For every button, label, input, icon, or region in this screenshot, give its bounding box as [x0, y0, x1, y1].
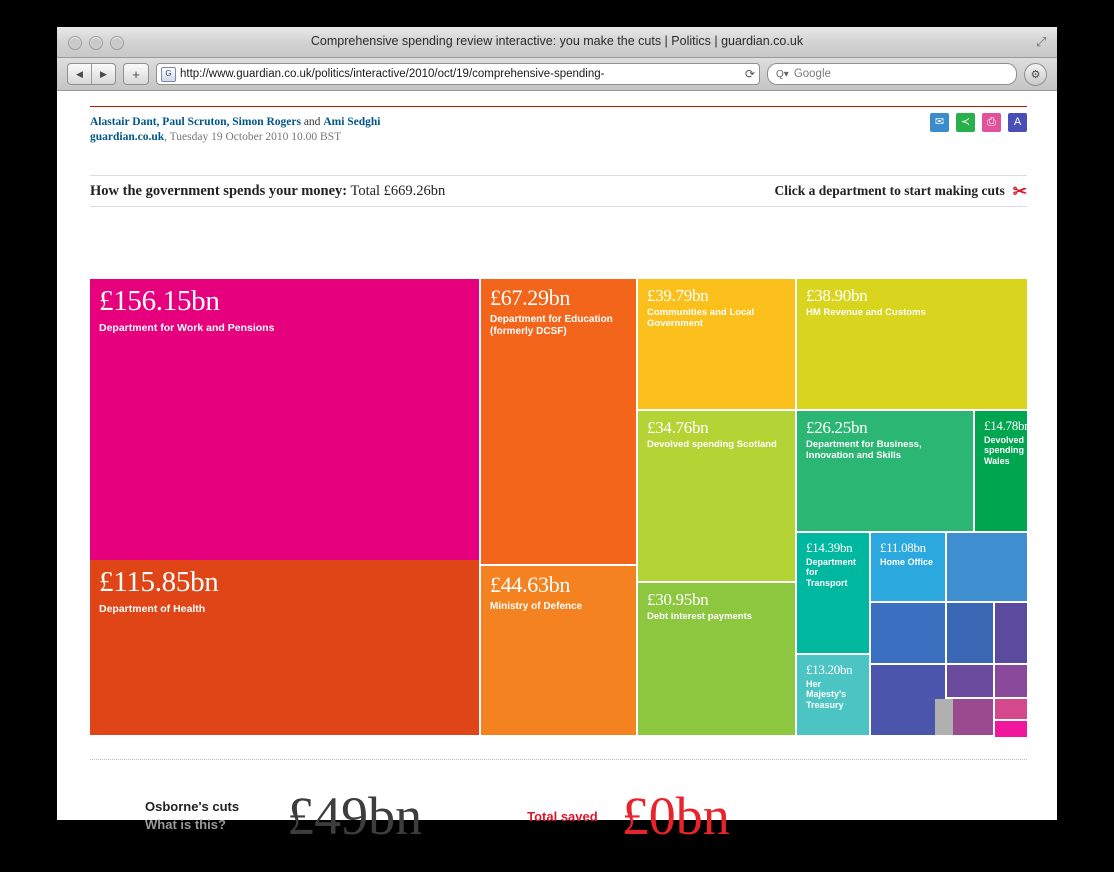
- treemap-cell-amount: £13.20bn: [806, 662, 853, 677]
- byline-last-author[interactable]: Ami Sedghi: [323, 116, 381, 128]
- treemap-cell-label: Department of Health: [99, 603, 206, 615]
- browser-window: [57, 27, 1057, 846]
- treemap-cell-amount: £11.08bn: [880, 540, 926, 555]
- treemap-cell-amount: £39.79bn: [647, 286, 709, 305]
- treemap-cell-label: HM Revenue and Customs: [806, 307, 926, 318]
- chart-cta-label: Click a department to start making cuts: [774, 183, 1005, 198]
- chart-footer: [90, 759, 1027, 872]
- search-input[interactable]: [767, 63, 1017, 85]
- treemap-cell[interactable]: [871, 665, 945, 735]
- treemap-cell[interactable]: [995, 665, 1027, 697]
- back-icon[interactable]: ◀: [76, 68, 83, 79]
- osborne-cuts-title: Osborne's cuts: [145, 799, 240, 815]
- chart-header: [90, 175, 1027, 207]
- treemap-cell[interactable]: [638, 583, 795, 735]
- treemap-cell-label: Her Majesty's Treasury: [806, 679, 847, 710]
- treemap-cell[interactable]: [995, 721, 1027, 737]
- new-tab-button[interactable]: +: [123, 63, 149, 85]
- treemap-cell-label: Department for Work and Pensions: [99, 322, 275, 334]
- scissors-icon: ✂: [1012, 181, 1027, 201]
- gear-icon[interactable]: ⚙: [1024, 63, 1047, 86]
- treemap-cell-label: Devolved spending Scotland: [647, 439, 777, 450]
- treemap-chart[interactable]: [90, 279, 1031, 735]
- treemap-cell[interactable]: [935, 699, 953, 735]
- osborne-cuts-value: £49bn: [287, 786, 423, 846]
- chart-title: [90, 183, 445, 200]
- treemap-cell[interactable]: [975, 411, 1031, 531]
- nav-buttons[interactable]: [67, 63, 116, 85]
- email-icon[interactable]: ✉: [930, 113, 949, 132]
- forward-icon[interactable]: ▶: [91, 64, 115, 84]
- byline-date: , Tuesday 19 October 2010 10.00 BST: [164, 131, 342, 143]
- treemap-cell[interactable]: [797, 279, 1027, 409]
- treemap-cell[interactable]: [995, 699, 1027, 719]
- browser-titlebar: [57, 27, 1057, 58]
- treemap-cell-label: Department for Education (formerly DCSF): [490, 314, 613, 337]
- page-content: [57, 91, 1057, 846]
- address-bar-url: http://www.guardian.co.uk/politics/interactive/2010/oct/19/comprehensive-spending-: [180, 68, 605, 80]
- byline-publication[interactable]: guardian.co.uk: [90, 131, 165, 143]
- resize-icon[interactable]: ⤢: [1036, 34, 1047, 49]
- treemap-cell-label: Department for Transport: [806, 557, 857, 588]
- treemap-cell[interactable]: [481, 279, 636, 564]
- share-icon[interactable]: ≺: [956, 113, 975, 132]
- treemap-cell[interactable]: [797, 655, 869, 735]
- treemap-cell-amount: £38.90bn: [806, 286, 868, 305]
- treemap-cell[interactable]: [638, 279, 795, 409]
- treemap-cell[interactable]: [995, 603, 1027, 663]
- treemap-cell[interactable]: [947, 533, 1027, 601]
- treemap-cell-amount: £156.15bn: [99, 285, 220, 317]
- browser-toolbar: [57, 58, 1057, 91]
- treemap-cell[interactable]: [871, 603, 945, 663]
- treemap-cell-amount: £115.85bn: [99, 566, 219, 598]
- chart-title-bold: How the government spends your money:: [90, 182, 348, 199]
- treemap-cell-label: Ministry of Defence: [490, 601, 583, 612]
- treemap-cell[interactable]: [797, 411, 973, 531]
- search-icon: Q▾: [776, 68, 789, 80]
- treemap-cell[interactable]: [871, 533, 945, 601]
- treemap-cell-label: Communities and Local Government: [647, 307, 755, 329]
- reload-icon[interactable]: ⟳: [744, 67, 755, 81]
- treemap-cell-amount: £26.25bn: [806, 418, 868, 437]
- chart-title-total: Total £669.26bn: [347, 182, 446, 199]
- treemap-cell[interactable]: [90, 279, 479, 560]
- treemap-cell[interactable]: [90, 560, 479, 735]
- treemap-cell-amount: £14.39bn: [806, 540, 853, 555]
- treemap-cell-amount: £30.95bn: [647, 590, 709, 609]
- treemap-cell-amount: £44.63bn: [490, 572, 571, 597]
- treemap-cell-label: Debt interest payments: [647, 611, 753, 622]
- treemap-cell[interactable]: [947, 603, 993, 663]
- top-rule: [90, 106, 1027, 107]
- site-favicon-icon: G: [161, 67, 176, 82]
- print-icon[interactable]: ⎙: [982, 113, 1001, 132]
- treemap-cell-amount: £67.29bn: [490, 285, 571, 310]
- byline: [90, 115, 381, 145]
- window-title: Comprehensive spending review interactive: you make the cuts | Politics | guardian.co.uk: [310, 34, 804, 48]
- treemap-cell[interactable]: [481, 566, 636, 735]
- chart-cta: [775, 183, 1027, 200]
- treemap-cell[interactable]: [947, 665, 993, 697]
- treemap-cell[interactable]: [947, 699, 993, 735]
- total-saved-label: Total saved: [527, 808, 598, 824]
- treemap-cell[interactable]: [797, 533, 869, 653]
- text-size-icon[interactable]: A: [1008, 113, 1027, 132]
- share-icons: [930, 113, 1027, 132]
- treemap-cell-label: Department for Business, Innovation and Skills: [806, 439, 922, 461]
- address-bar[interactable]: [156, 63, 760, 85]
- treemap-cell-amount: £14.78bn: [984, 418, 1031, 433]
- treemap-cell[interactable]: [638, 411, 795, 581]
- osborne-cuts-label: [145, 798, 239, 833]
- byline-authors[interactable]: Alastair Dant, Paul Scruton, Simon Rogers: [90, 116, 301, 128]
- byline-conjunction: and: [300, 116, 324, 128]
- treemap-cell-label: Home Office: [880, 557, 934, 567]
- search-placeholder: Google: [793, 68, 831, 80]
- treemap-cell-label: Devolved spending Wales: [984, 435, 1025, 466]
- what-is-this-link[interactable]: What is this?: [145, 817, 226, 832]
- treemap-cell-amount: £34.76bn: [647, 418, 709, 437]
- total-saved-value: £0bn: [621, 786, 730, 846]
